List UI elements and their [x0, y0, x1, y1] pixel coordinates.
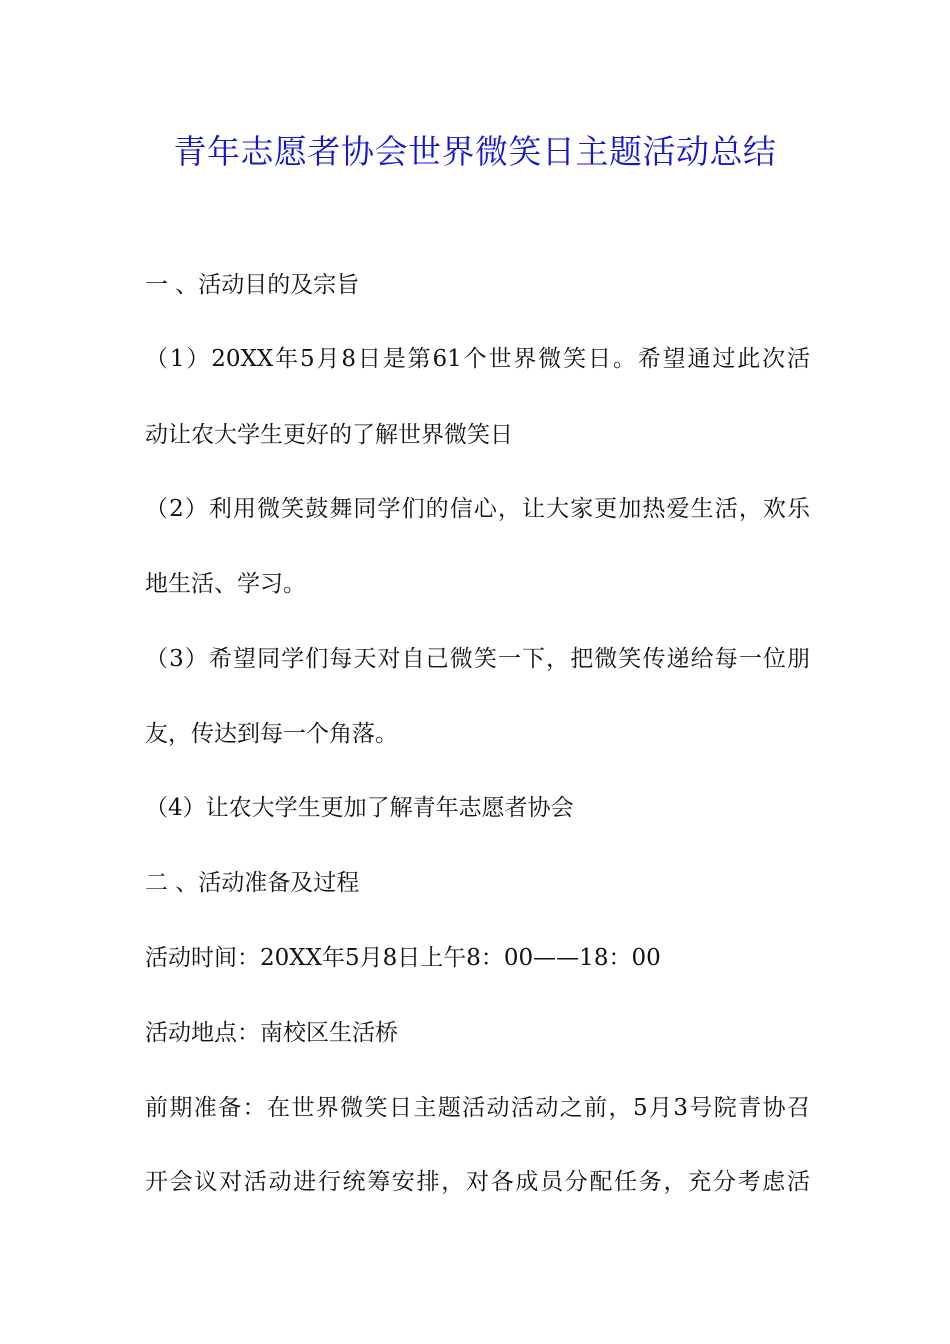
document-title: 青年志愿者协会世界微笑日主题活动总结 — [173, 132, 777, 171]
section-heading-1: 一 、活动目的及宗旨 — [145, 272, 360, 298]
paragraph-line-4: 地生活、学习。 — [145, 571, 306, 597]
activity-time: 活动时间：20XX年5月8日上午8：00——18：00 — [145, 945, 661, 971]
section-heading-2: 二 、活动准备及过程 — [145, 870, 360, 896]
paragraph-line-2: 动让农大学生更好的了解世界微笑日 — [145, 422, 513, 448]
paragraph-line-3: （2）利用微笑鼓舞同学们的信心，让大家更加热爱生活，欢乐 — [145, 496, 810, 522]
activity-location: 活动地点：南校区生活桥 — [145, 1020, 398, 1046]
paragraph-line-7: （4）让农大学生更加了解青年志愿者协会 — [145, 795, 574, 821]
paragraph-line-5: （3）希望同学们每天对自己微笑一下，把微笑传递给每一位朋 — [145, 646, 810, 672]
preparation-line-1: 前期准备：在世界微笑日主题活动活动之前，5月3号院青协召 — [145, 1095, 810, 1121]
paragraph-line-6: 友，传达到每一个角落。 — [145, 721, 398, 747]
paragraph-line-1: （1）20XX年5月8日是第61个世界微笑日。希望通过此次活 — [145, 346, 810, 372]
preparation-line-2: 开会议对活动进行统筹安排，对各成员分配任务，充分考虑活 — [145, 1169, 810, 1195]
